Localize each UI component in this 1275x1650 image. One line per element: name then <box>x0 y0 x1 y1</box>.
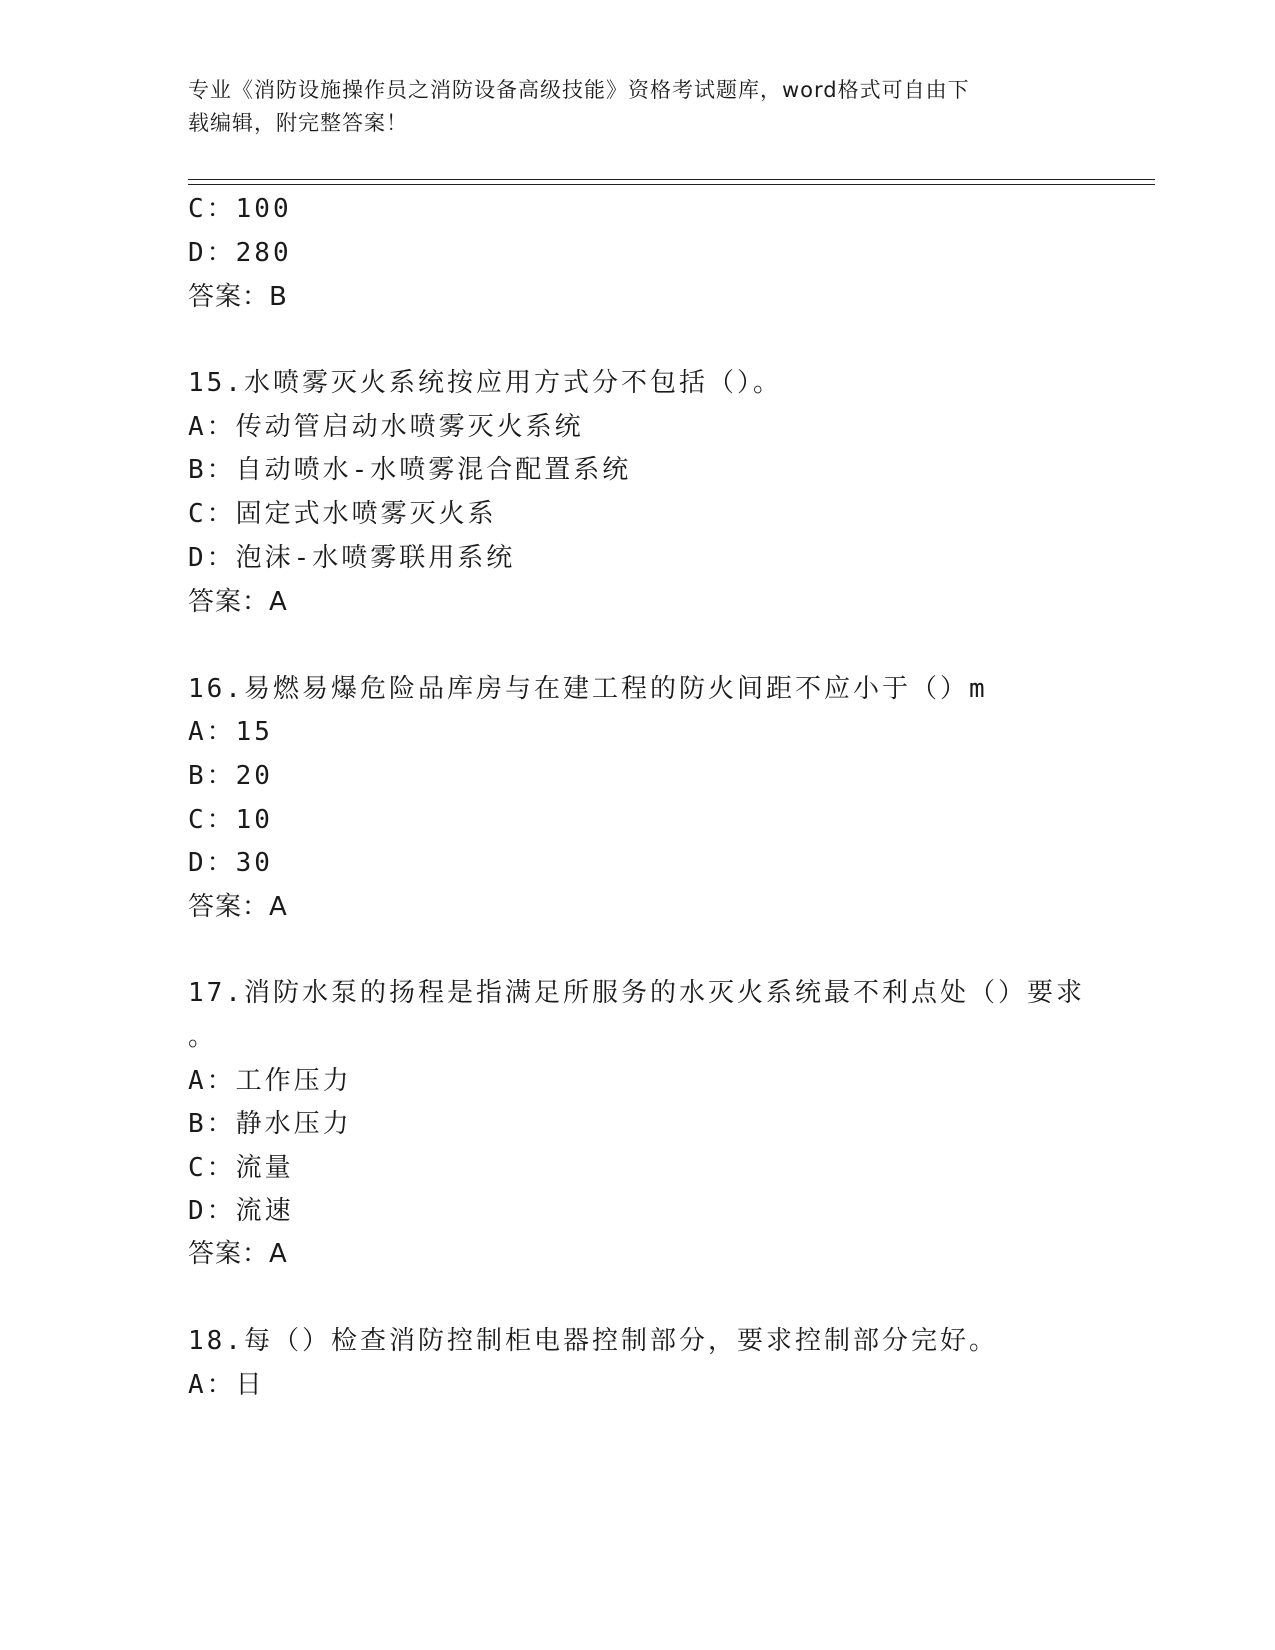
option-c: C：流量 <box>188 1153 294 1183</box>
answer: 答案：A <box>188 587 288 617</box>
option-c: C：10 <box>188 805 273 835</box>
option-a: A：日 <box>188 1370 265 1400</box>
header-line-2: 载编辑，附完整答案！ <box>188 111 408 135</box>
option-a: A：工作压力 <box>188 1066 352 1096</box>
option-a: A：15 <box>188 717 273 747</box>
option-d: D：30 <box>188 848 273 878</box>
option-d: D：泡沫-水喷雾联用系统 <box>188 543 516 573</box>
answer: 答案：A <box>188 1239 288 1269</box>
option-b: B：静水压力 <box>188 1109 352 1139</box>
question-stem: 15.水喷雾灭火系统按应用方式分不包括（）。 <box>188 368 782 398</box>
header-rule-top <box>188 179 1155 180</box>
option-c: C：固定式水喷雾灭火系 <box>188 499 497 529</box>
option-b: B：自动喷水-水喷雾混合配置系统 <box>188 455 632 485</box>
question-stem: 18.每（）检查消防控制柜电器控制部分，要求控制部分完好。 <box>188 1326 998 1356</box>
question-stem: 16.易燃易爆危险品库房与在建工程的防火间距不应小于（）m <box>188 674 988 704</box>
header-line-1: 专业《消防设施操作员之消防设备高级技能》资格考试题库，word格式可自由下 <box>188 78 970 102</box>
option-b: B：20 <box>188 761 273 791</box>
document-header <box>188 74 1068 140</box>
answer: 答案：A <box>188 892 288 922</box>
question-stem: 17.消防水泵的扬程是指满足所服务的水灭火系统最不利点处（）要求 <box>188 978 1085 1008</box>
option-c: C：100 <box>188 194 292 224</box>
question-stem-continued: 。 <box>188 1022 218 1052</box>
header-rule-bottom <box>188 184 1155 185</box>
option-a: A：传动管启动水喷雾灭火系统 <box>188 412 584 442</box>
option-d: D：280 <box>188 238 292 268</box>
option-d: D：流速 <box>188 1196 294 1226</box>
answer: 答案：B <box>188 282 288 312</box>
